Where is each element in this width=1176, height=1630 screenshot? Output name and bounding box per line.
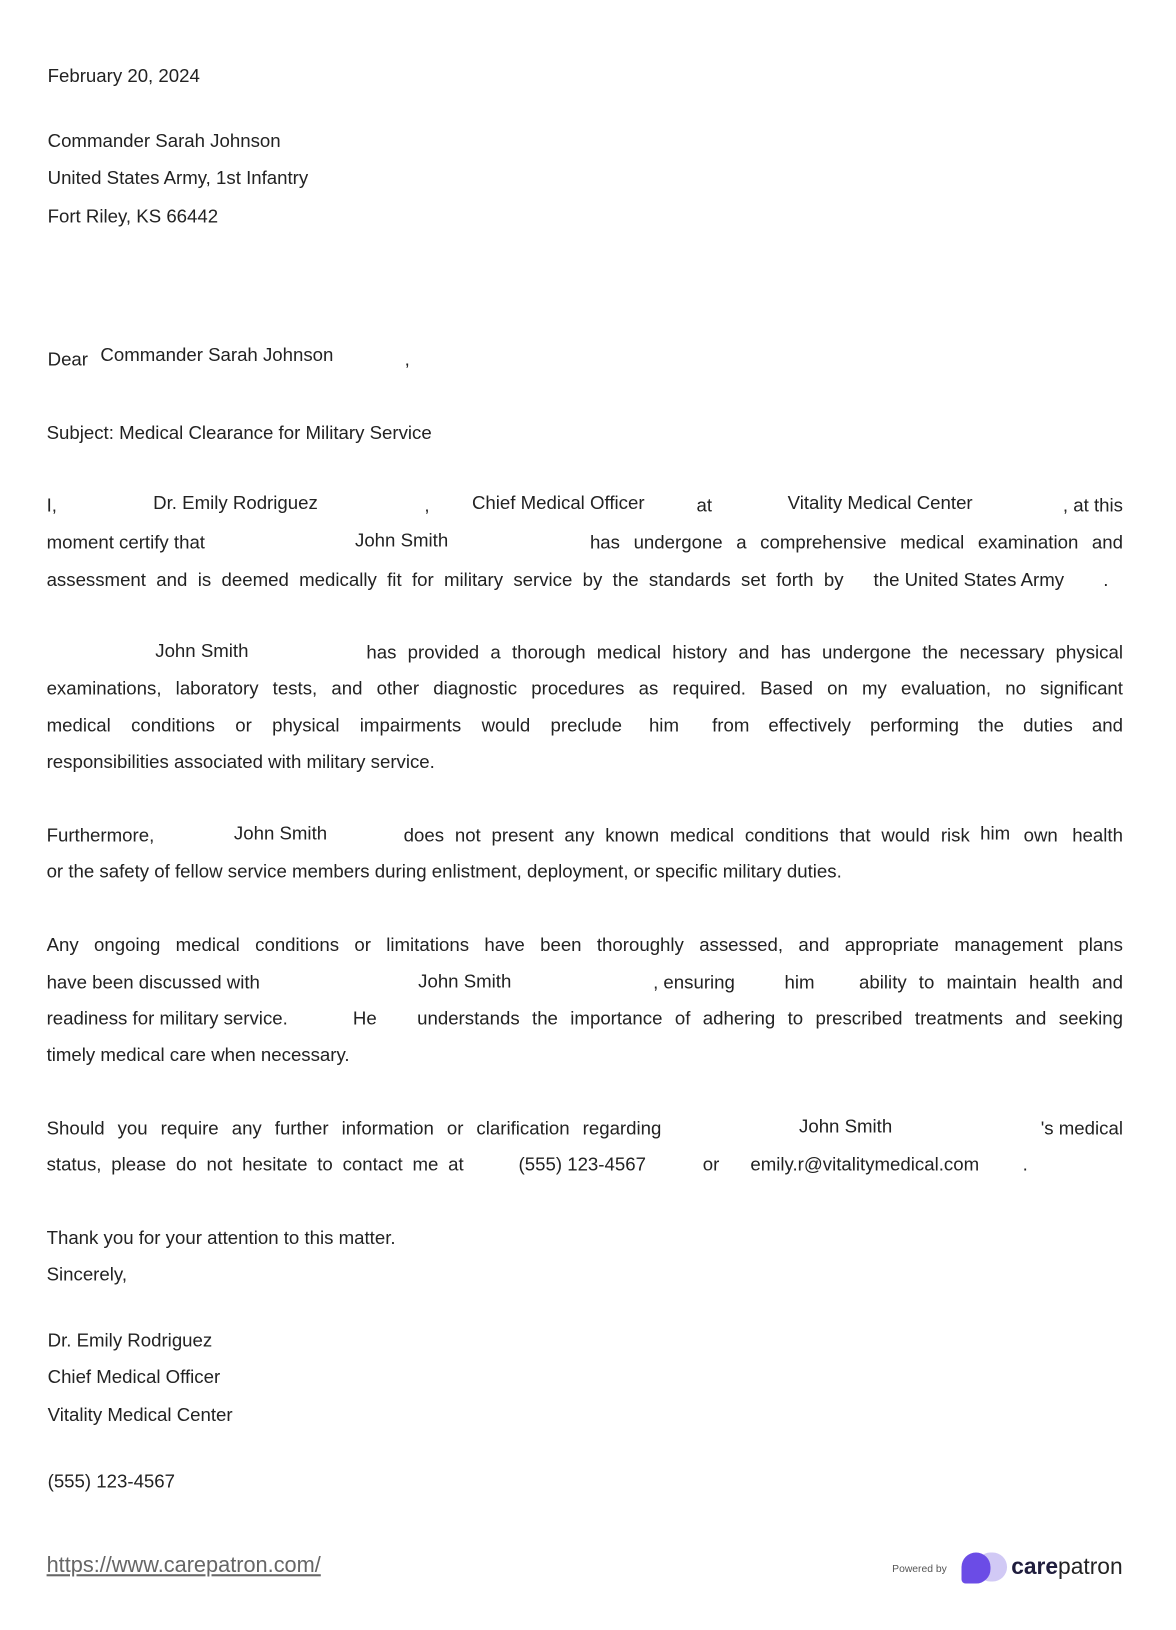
doctor-title-field: Chief Medical Officer (471, 492, 645, 514)
brand-bold: care (1011, 1553, 1059, 1580)
signature-title: Chief Medical Officer (47, 1366, 221, 1387)
salutation-prefix: Dear (47, 348, 88, 370)
closing-thanks: Thank you for your attention to this matter. (46, 1227, 396, 1249)
closing-sincerely: Sincerely, (46, 1263, 127, 1285)
text: status, please do not hesitate to contact me at (46, 1154, 464, 1175)
text: does not present any known medical conditions that would risk (403, 824, 970, 846)
contact-phone-field: (555) 123-4567 (518, 1154, 646, 1175)
recipient-name: Commander Sarah Johnson (47, 130, 281, 152)
text: Furthermore, (46, 824, 155, 846)
contact-email-field: emily.r@vitalitymedical.com (750, 1154, 980, 1175)
text: or (702, 1154, 720, 1175)
pronoun-field: him (784, 971, 815, 993)
pronoun-field: He (352, 1008, 377, 1029)
patient-name-field: John Smith (799, 1115, 893, 1137)
carepatron-brand (1011, 1553, 1123, 1580)
text: own health (1023, 824, 1123, 846)
text: medical conditions or physical impairments would preclude (46, 715, 623, 736)
pronoun-field: him (648, 715, 679, 736)
text: has provided a thorough medical history and has undergone the necessary physical (366, 641, 1123, 663)
text: Any ongoing medical conditions or limitations have been thoroughly assessed, and appropriate management plans (46, 934, 1123, 956)
patient-name-field: John Smith (155, 640, 249, 662)
standards-org-field: the United States Army (873, 569, 1065, 590)
text: moment certify that (46, 531, 205, 553)
text: examinations, laboratory tests, and other diagnostic procedures as required. Based on my evaluation, no significant (46, 677, 1123, 699)
patient-name-field: John Smith (355, 529, 449, 551)
text: or the safety of fellow service members during enlistment, deployment, or specific military duties. (46, 861, 842, 882)
text: has undergone a comprehensive medical examination and (589, 531, 1123, 553)
salutation-comma: , (404, 348, 410, 370)
text: readiness for military service. (46, 1008, 288, 1029)
text: . (1022, 1154, 1028, 1175)
text: have been discussed with (46, 971, 260, 993)
recipient-org: United States Army, 1st Infantry (47, 167, 309, 189)
medical-center-field: Vitality Medical Center (787, 492, 973, 514)
text: assessment and is deemed medically fit for military service by the standards set forth by (46, 569, 844, 590)
text: timely medical care when necessary. (46, 1044, 350, 1066)
text: , at this (1062, 494, 1123, 516)
text: . (1103, 569, 1109, 590)
text: responsibilities associated with military service. (46, 751, 435, 773)
powered-by-label: Powered by (892, 1563, 947, 1576)
text: Should you require any further information or clarification regarding (46, 1117, 662, 1139)
signature-org: Vitality Medical Center (47, 1404, 233, 1426)
patient-name-field: John Smith (418, 970, 512, 992)
text: I, (46, 494, 57, 516)
text: from effectively performing the duties and (712, 715, 1123, 736)
patient-name-field: John Smith (233, 822, 328, 844)
pronoun-field: him (980, 822, 1011, 844)
signature-phone: (555) 123-4567 (47, 1470, 176, 1492)
text: , (424, 494, 430, 516)
brand-rest: patron (1058, 1553, 1123, 1580)
salutation-name: Commander Sarah Johnson (100, 344, 334, 366)
text: 's medical (1040, 1117, 1123, 1139)
letter-date: February 20, 2024 (47, 65, 200, 86)
subject-line: Subject: Medical Clearance for Military Service (46, 422, 432, 443)
recipient-address: Fort Riley, KS 66442 (47, 205, 219, 227)
signature-name: Dr. Emily Rodriguez (47, 1329, 213, 1351)
doctor-name-field: Dr. Emily Rodriguez (153, 492, 318, 514)
text: at (696, 494, 713, 516)
text: understands the importance of adhering to prescribed treatments and seeking (417, 1008, 1123, 1029)
carepatron-link[interactable]: https://www.carepatron.com/ (46, 1553, 321, 1578)
text: ability to maintain health and (859, 971, 1123, 993)
text: , ensuring (653, 971, 735, 993)
